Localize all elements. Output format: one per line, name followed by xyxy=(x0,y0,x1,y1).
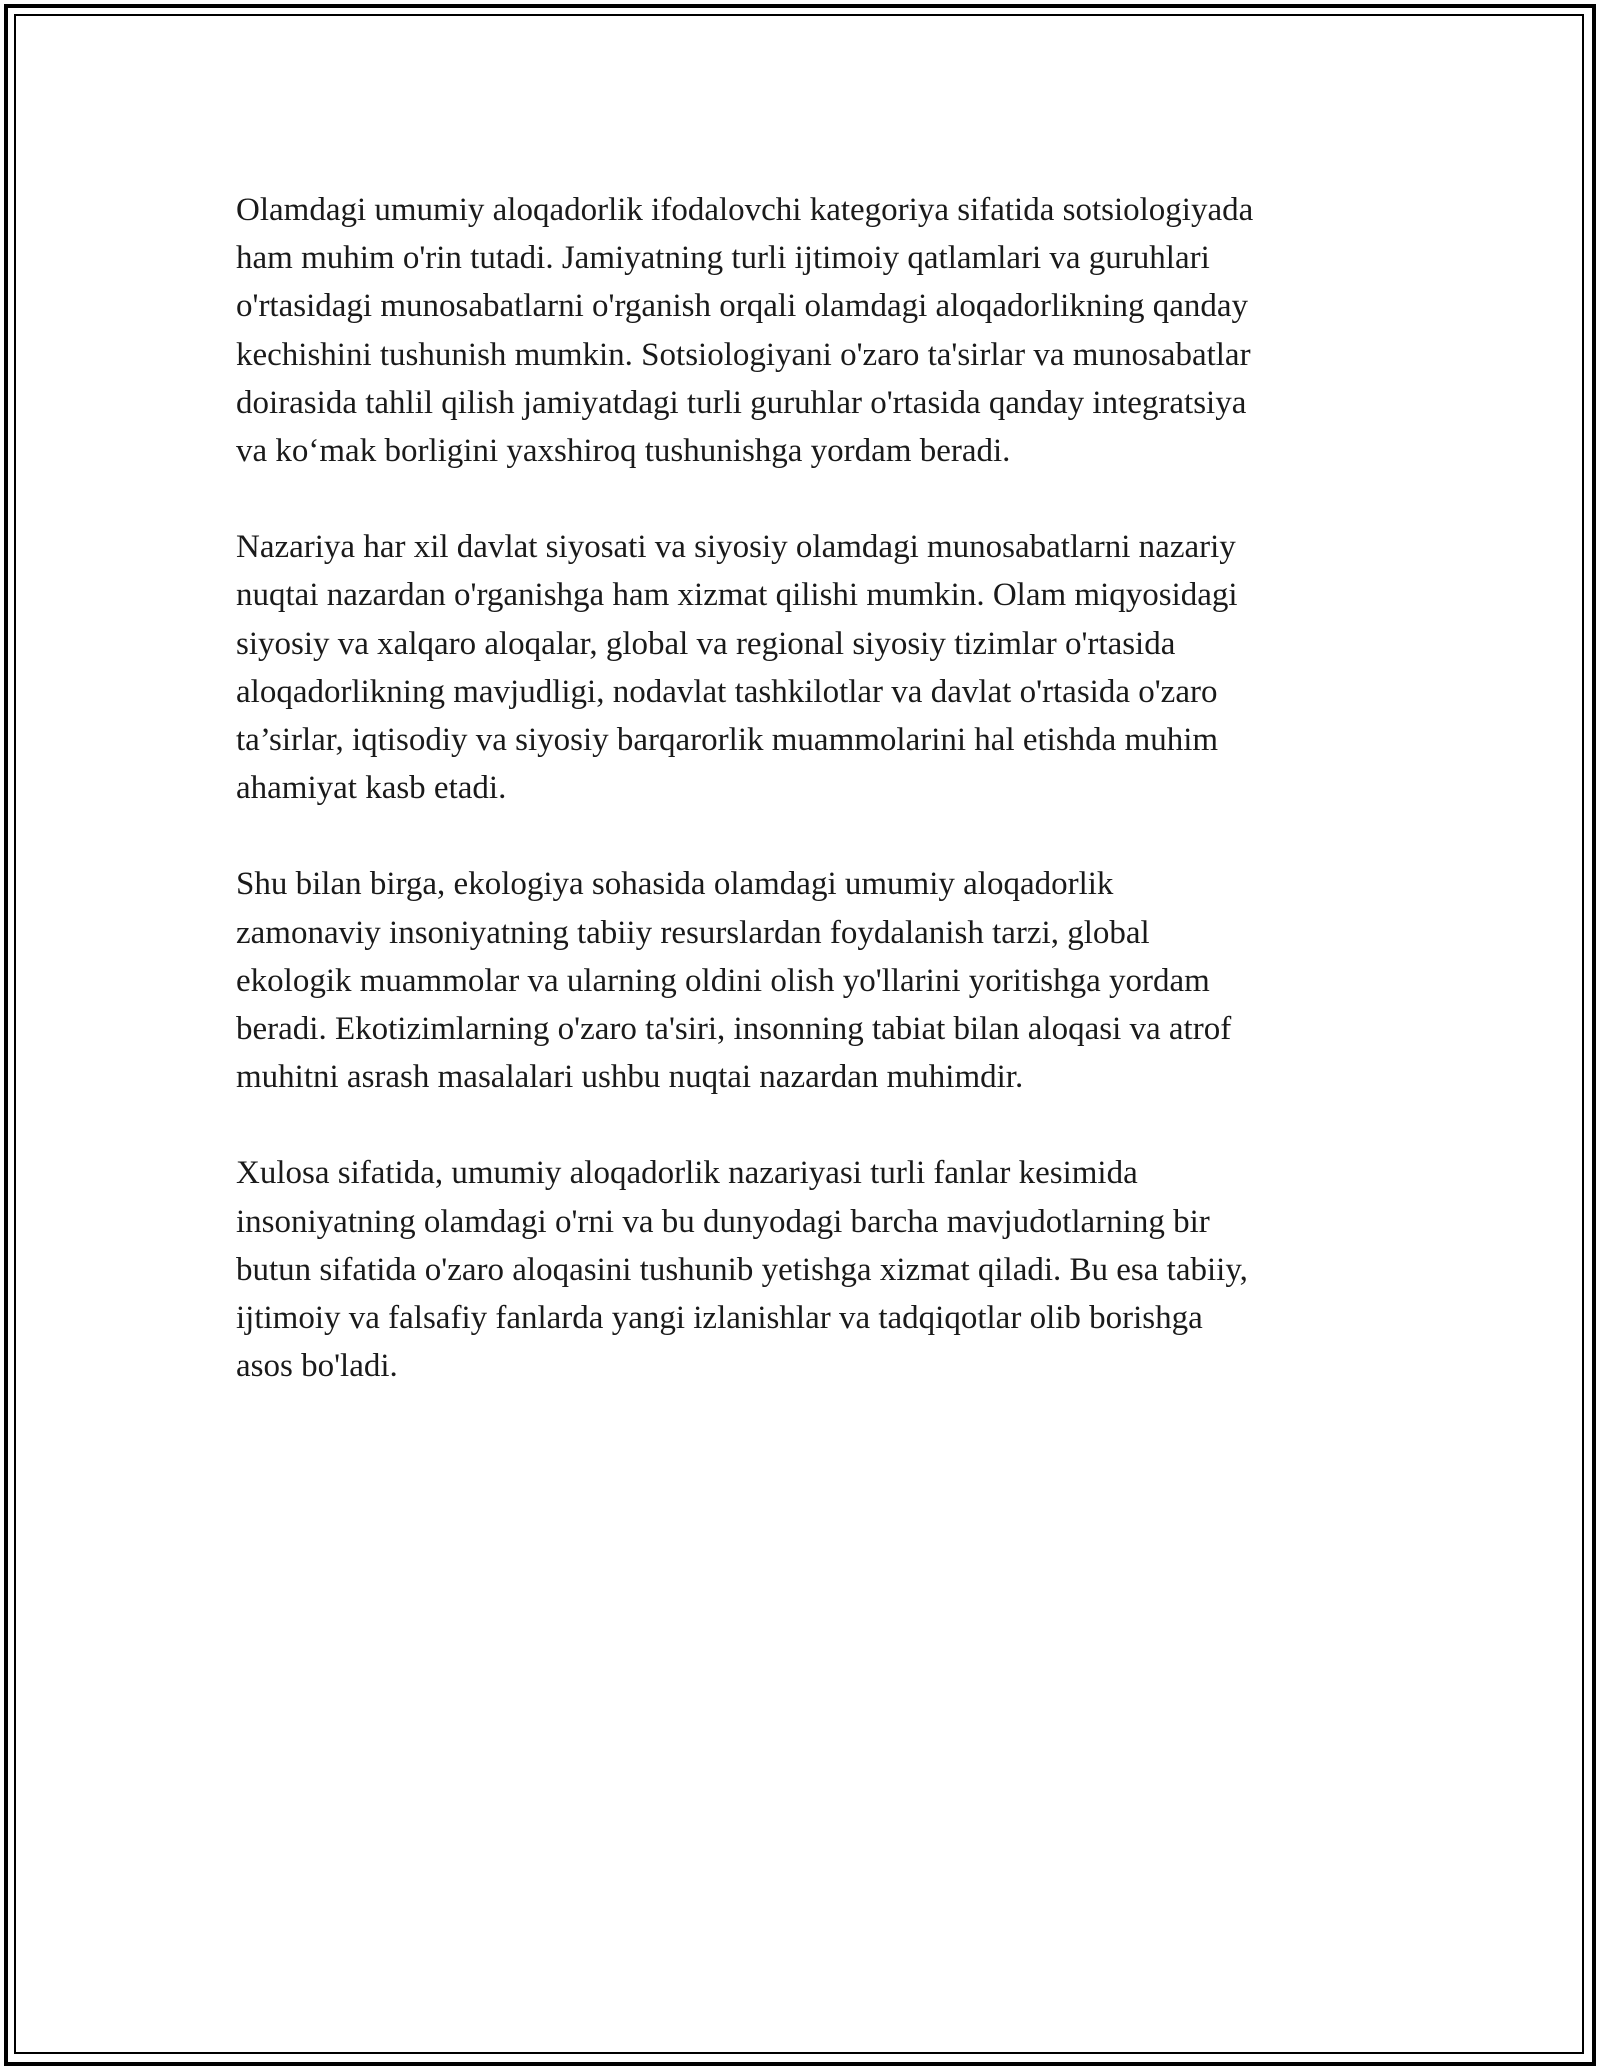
paragraph-ecology: Shu bilan birga, ekologiya sohasida olamdagi umumiy aloqadorlik zamonaviy insoniyatning tabiiy resurslardan foydalanish tarzi, global ekologik muammolar va ularning oldini olish yo'llarini yoritishga yordam beradi. Ekotizimlarning o'zaro ta'siri, insonning tabiat bilan aloqasi va atrof muhitni asrash masalalari ushbu nuqtai nazardan muhimdir. xyxy=(236,866,1232,1096)
paragraph-conclusion: Xulosa sifatida, umumiy aloqadorlik nazariyasi turli fanlar kesimida insoniyatning olamdagi o'rni va bu dunyodagi barcha mavjudotlarning bir butun sifatida o'zaro aloqasini tushunib yetishga xizmat qiladi. Bu esa tabiiy, ijtimoiy va falsafiy fanlarda yangi izlanishlar va tadqiqotlar olib borishga asos bo'ladi. xyxy=(236,1155,1248,1385)
document-body xyxy=(236,186,1396,1438)
paragraph-politics: Nazariya har xil davlat siyosati va siyosiy olamdagi munosabatlarni nazariy nuqtai nazardan o'rganishga ham xizmat qilishi mumkin. Olam miqyosidagi siyosiy va xalqaro aloqalar, global va regional siyosiy tizimlar o'rtasida aloqadorlikning mavjudligi, nodavlat tashkilotlar va davlat o'rtasida o'zaro ta’sirlar, iqtisodiy va siyosiy barqarorlik muammolarini hal etishda muhim ahamiyat kasb etadi. xyxy=(236,529,1238,807)
paragraph-sociology: Olamdagi umumiy aloqadorlik ifodalovchi kategoriya sifatida sotsiologiyada ham muhim o'rin tutadi. Jamiyatning turli ijtimoiy qatlamlari va guruhlari o'rtasidagi munosabatlarni o'rganish orqali olamdagi aloqadorlikning qanday kechishini tushunish mumkin. Sotsiologiyani o'zaro ta'sirlar va munosabatlar doirasida tahlil qilish jamiyatdagi turli guruhlar o'rtasida qanday integratsiya va ko‘mak borligini yaxshiroq tushunishga yordam beradi. xyxy=(236,192,1254,470)
